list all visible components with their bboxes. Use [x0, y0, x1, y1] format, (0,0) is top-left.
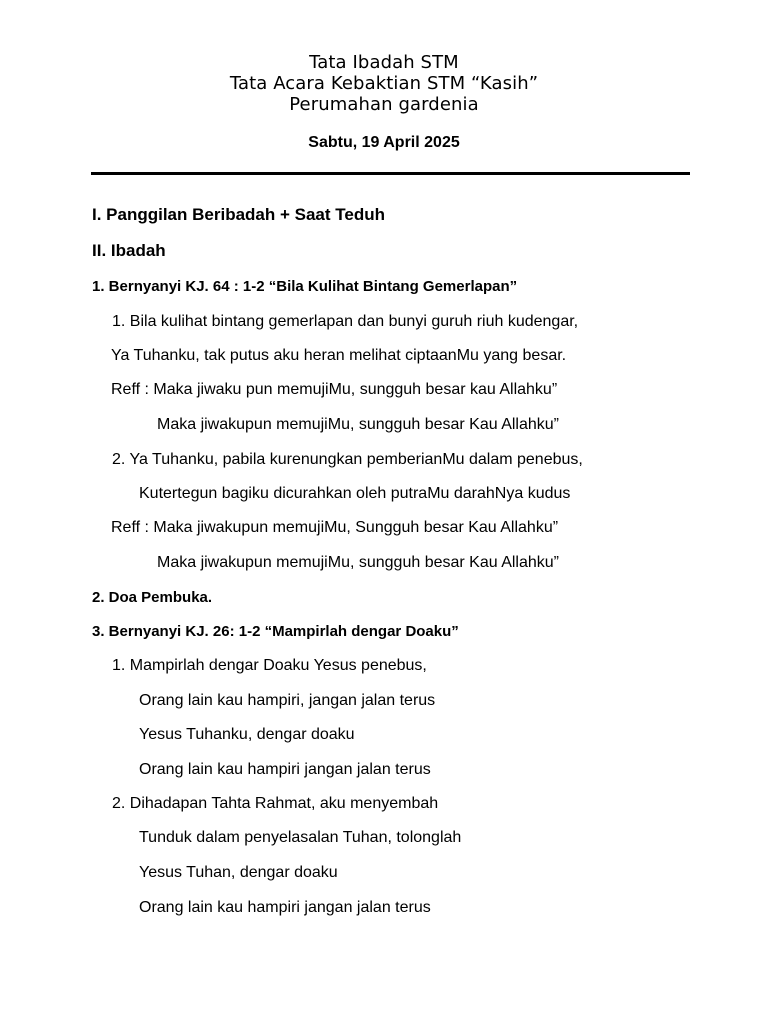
section-heading-panggilan: I. Panggilan Beribadah + Saat Teduh: [92, 205, 385, 224]
lyric-line: Ya Tuhanku, tak putus aku heran melihat ciptaanMu yang besar.: [111, 347, 567, 364]
item-heading-kj26: 3. Bernyanyi KJ. 26: 1-2 “Mampirlah dengar Doaku”: [92, 623, 459, 640]
lyric-line: 1. Mampirlah dengar Doaku Yesus penebus,: [112, 657, 427, 674]
lyric-line: 2. Dihadapan Tahta Rahmat, aku menyembah: [112, 795, 439, 812]
lyric-line: Maka jiwakupun memujiMu, sungguh besar Kau Allahku”: [157, 416, 559, 433]
item-heading-kj64: 1. Bernyanyi KJ. 64 : 1-2 “Bila Kulihat Bintang Gemerlapan”: [92, 278, 518, 295]
lyric-line: 2. Ya Tuhanku, pabila kurenungkan pemberianMu dalam penebus,: [112, 451, 583, 468]
lyric-line: Orang lain kau hampiri jangan jalan terus: [139, 899, 431, 916]
lyric-line: Yesus Tuhan, dengar doaku: [139, 864, 338, 881]
document-location: Perumahan gardenia: [289, 94, 479, 115]
lyric-line: 1. Bila kulihat bintang gemerlapan dan bunyi guruh riuh kudengar,: [112, 313, 579, 330]
lyric-line: Yesus Tuhanku, dengar doaku: [139, 726, 355, 743]
lyric-line: Orang lain kau hampiri, jangan jalan terus: [139, 692, 436, 709]
lyric-line: Maka jiwakupun memujiMu, sungguh besar Kau Allahku”: [157, 554, 559, 571]
lyric-line: Kutertegun bagiku dicurahkan oleh putraMu darahNya kudus: [139, 485, 571, 502]
section-heading-ibadah: II. Ibadah: [92, 241, 166, 260]
document-date: Sabtu, 19 April 2025: [308, 134, 460, 151]
document-subtitle: Tata Acara Kebaktian STM “Kasih”: [229, 73, 539, 94]
item-heading-doa-pembuka: 2. Doa Pembuka.: [92, 589, 213, 606]
lyric-line: Reff : Maka jiwakupun memujiMu, Sungguh besar Kau Allahku”: [111, 519, 559, 536]
header-divider: [91, 172, 690, 175]
title-block: [0, 52, 768, 115]
document-title: Tata Ibadah STM: [309, 52, 459, 73]
lyric-line: Reff : Maka jiwaku pun memujiMu, sungguh besar kau Allahku”: [111, 381, 558, 398]
lyric-line: Orang lain kau hampiri jangan jalan terus: [139, 761, 431, 778]
lyric-line: Tunduk dalam penyelasalan Tuhan, tolonglah: [139, 829, 462, 846]
